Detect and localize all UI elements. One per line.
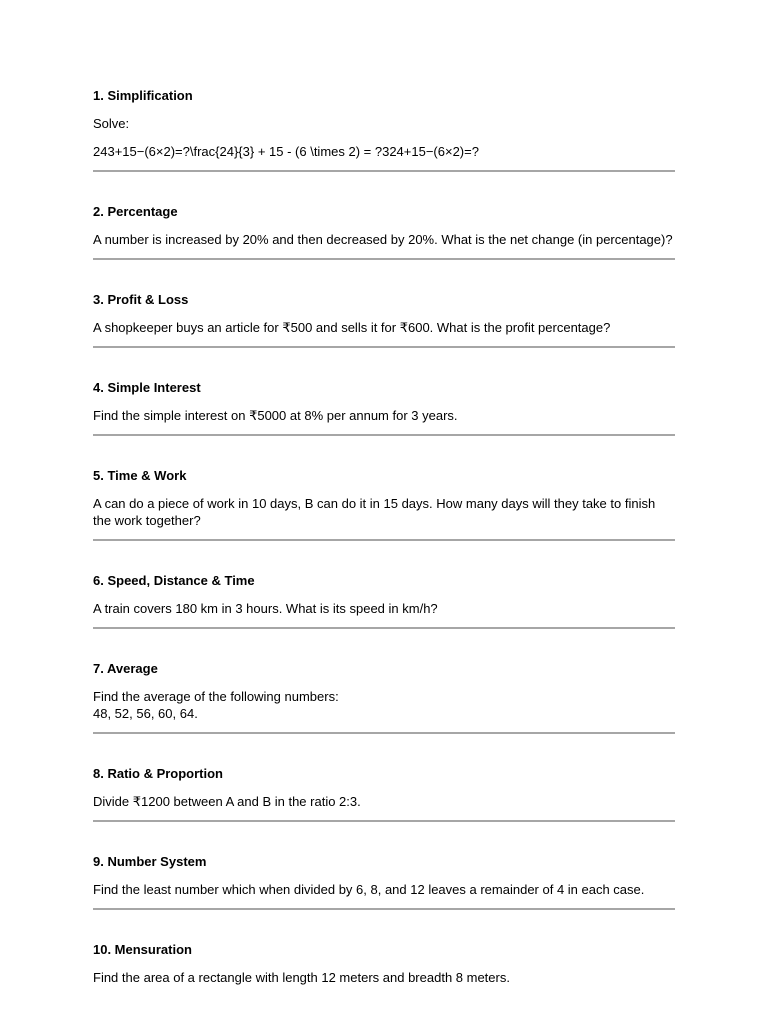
question-line: 48, 52, 56, 60, 64.	[93, 706, 198, 721]
question-heading: 4. Simple Interest	[93, 380, 201, 395]
question-line: Solve:	[93, 116, 130, 131]
question-line: Find the area of a rectangle with length 12 meters and breadth 8 meters.	[93, 970, 510, 985]
question-line: A can do a piece of work in 10 days, B can do it in 15 days. How many days will they take to finish the work together?	[93, 496, 659, 528]
question-section-8	[93, 758, 675, 822]
question-body	[93, 231, 675, 248]
question-section-4	[93, 372, 675, 436]
question-heading: 6. Speed, Distance & Time	[93, 573, 255, 588]
question-line: A shopkeeper buys an article for ₹500 and sells it for ₹600. What is the profit percentage?	[93, 320, 611, 335]
question-line: A train covers 180 km in 3 hours. What is its speed in km/h?	[93, 601, 438, 616]
question-heading: 8. Ratio & Proportion	[93, 766, 223, 781]
question-body	[93, 688, 675, 722]
question-heading: 10. Mensuration	[93, 942, 192, 957]
question-line: 243+15−(6×2)=?\frac{24}{3} + 15 - (6 \times 2) = ?324+15−(6×2)=?	[93, 144, 479, 159]
question-section-7	[93, 653, 675, 734]
question-body	[93, 495, 675, 529]
question-section-6	[93, 565, 675, 629]
question-body	[93, 407, 675, 424]
question-line: Find the least number which when divided by 6, 8, and 12 leaves a remainder of 4 in each case.	[93, 882, 645, 897]
question-section-1	[93, 80, 675, 172]
question-heading: 7. Average	[93, 661, 158, 676]
question-line: Find the simple interest on ₹5000 at 8% per annum for 3 years.	[93, 408, 458, 423]
question-section-10	[93, 934, 675, 986]
question-line: Divide ₹1200 between A and B in the ratio 2:3.	[93, 794, 361, 809]
question-body	[93, 793, 675, 810]
question-body	[93, 969, 675, 986]
question-line: Find the average of the following numbers:	[93, 689, 339, 704]
question-body	[93, 881, 675, 898]
question-body	[93, 319, 675, 336]
question-heading: 5. Time & Work	[93, 468, 187, 483]
question-heading: 1. Simplification	[93, 88, 193, 103]
question-body	[93, 115, 675, 160]
question-section-9	[93, 846, 675, 910]
question-heading: 3. Profit & Loss	[93, 292, 189, 307]
question-heading: 9. Number System	[93, 854, 207, 869]
question-heading: 2. Percentage	[93, 204, 178, 219]
question-line: A number is increased by 20% and then decreased by 20%. What is the net change (in percentage)?	[93, 232, 673, 247]
question-section-2	[93, 196, 675, 260]
question-section-5	[93, 460, 675, 541]
question-body	[93, 600, 675, 617]
document-page	[93, 80, 675, 986]
question-section-3	[93, 284, 675, 348]
